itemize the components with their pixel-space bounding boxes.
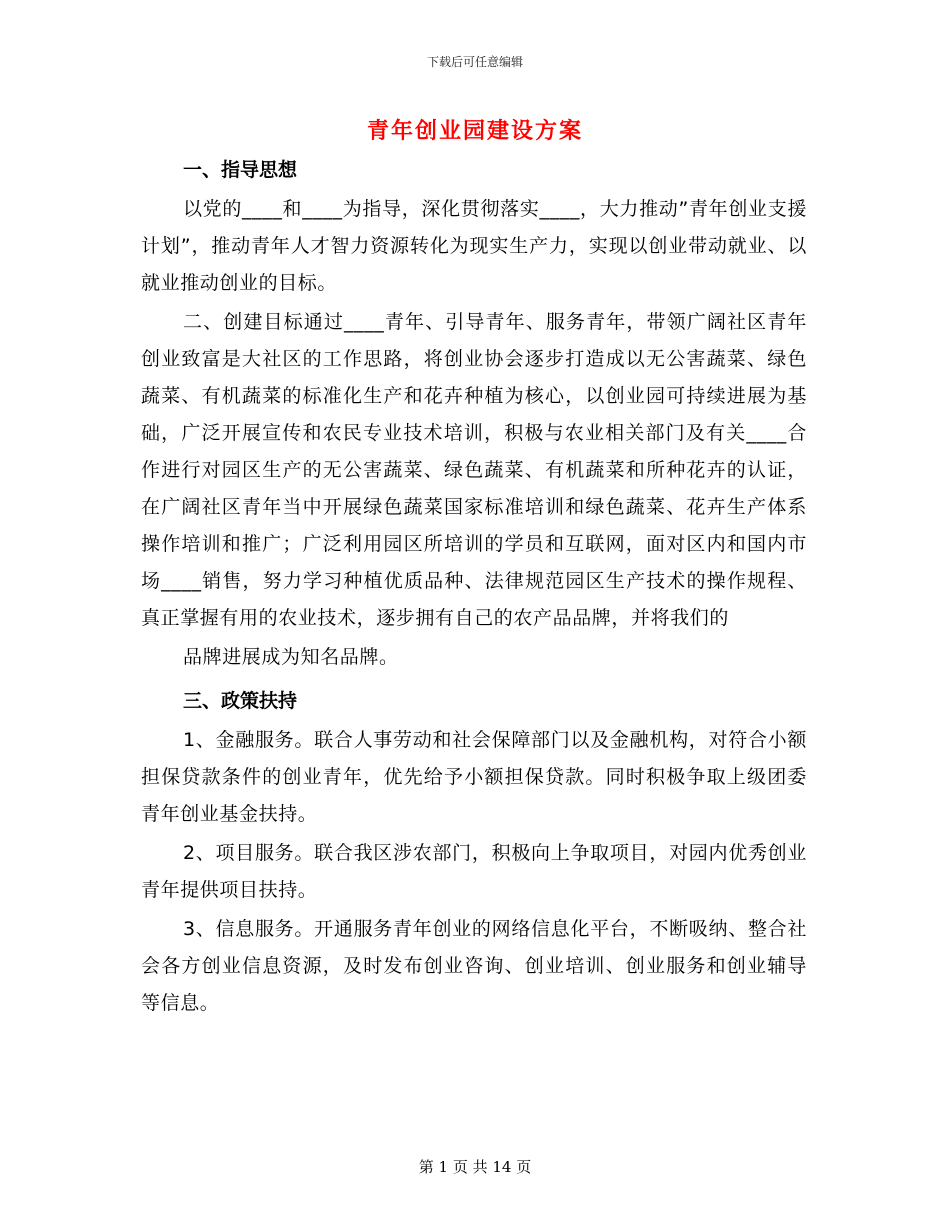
page-number-footer: 第 1 页 共 14 页 (418, 1158, 532, 1176)
paragraph-guiding-thought: 以党的____和____为指导，深化贯彻落实____，大力推动”青年创业支援计划”，推动青年人才智力资源转化为现实生产力，实现以创业带动就业、以就业推动创业的目标。 (141, 198, 807, 294)
paragraph-goals: 二、创建目标通过____青年、引导青年、服务青年，带领广阔社区青年创业致富是大社区的工作思路，将创业协会逐步打造成以无公害蔬菜、绿色蔬菜、有机蔬菜的标准化生产和花卉种植为核心，以创业园可持续进展为基础，广泛开展宣传和农民专业技术培训，积极与农业相关部门及有关____合作进行对园区生产的无公害蔬菜、绿色蔬菜、有机蔬菜和所种花卉的认证，在广阔社区青年当中开展绿色蔬菜国家标准培训和绿色蔬菜、花卉生产体系操作培训和推广；广泛利用园区所培训的学员和互联网，面对区内和国内市场____销售，努力学习种植优质品种、法律规范园区生产技术的操作规程、真正掌握有用的农业技术，逐步拥有自己的农产品品牌，并将我们的 (141, 311, 807, 629)
document-title: 青年创业园建设方案 (366, 119, 583, 144)
document-body (141, 153, 807, 1024)
paragraph-project-service: 2、项目服务。联合我区涉农部门，积极向上争取项目，对园内优秀创业青年提供项目扶持。 (141, 842, 807, 901)
header-note: 下载后可任意编辑 (426, 55, 523, 69)
section-heading-guiding-thought: 一、指导思想 (183, 159, 298, 181)
paragraph-information-service: 3、信息服务。开通服务青年创业的网络信息化平台，不断吸纳、整合社会各方创业信息资源，及时发布创业咨询、创业培训、创业服务和创业辅导等信息。 (141, 918, 807, 1014)
paragraph-goals-continued: 品牌进展成为知名品牌。 (183, 646, 399, 668)
paragraph-financial-service: 1、金融服务。联合人事劳动和社会保障部门以及金融机构，对符合小额担保贷款条件的创业青年，优先给予小额担保贷款。同时积极争取上级团委青年创业基金扶持。 (141, 729, 807, 825)
section-heading-policy-support: 三、政策扶持 (183, 690, 298, 712)
